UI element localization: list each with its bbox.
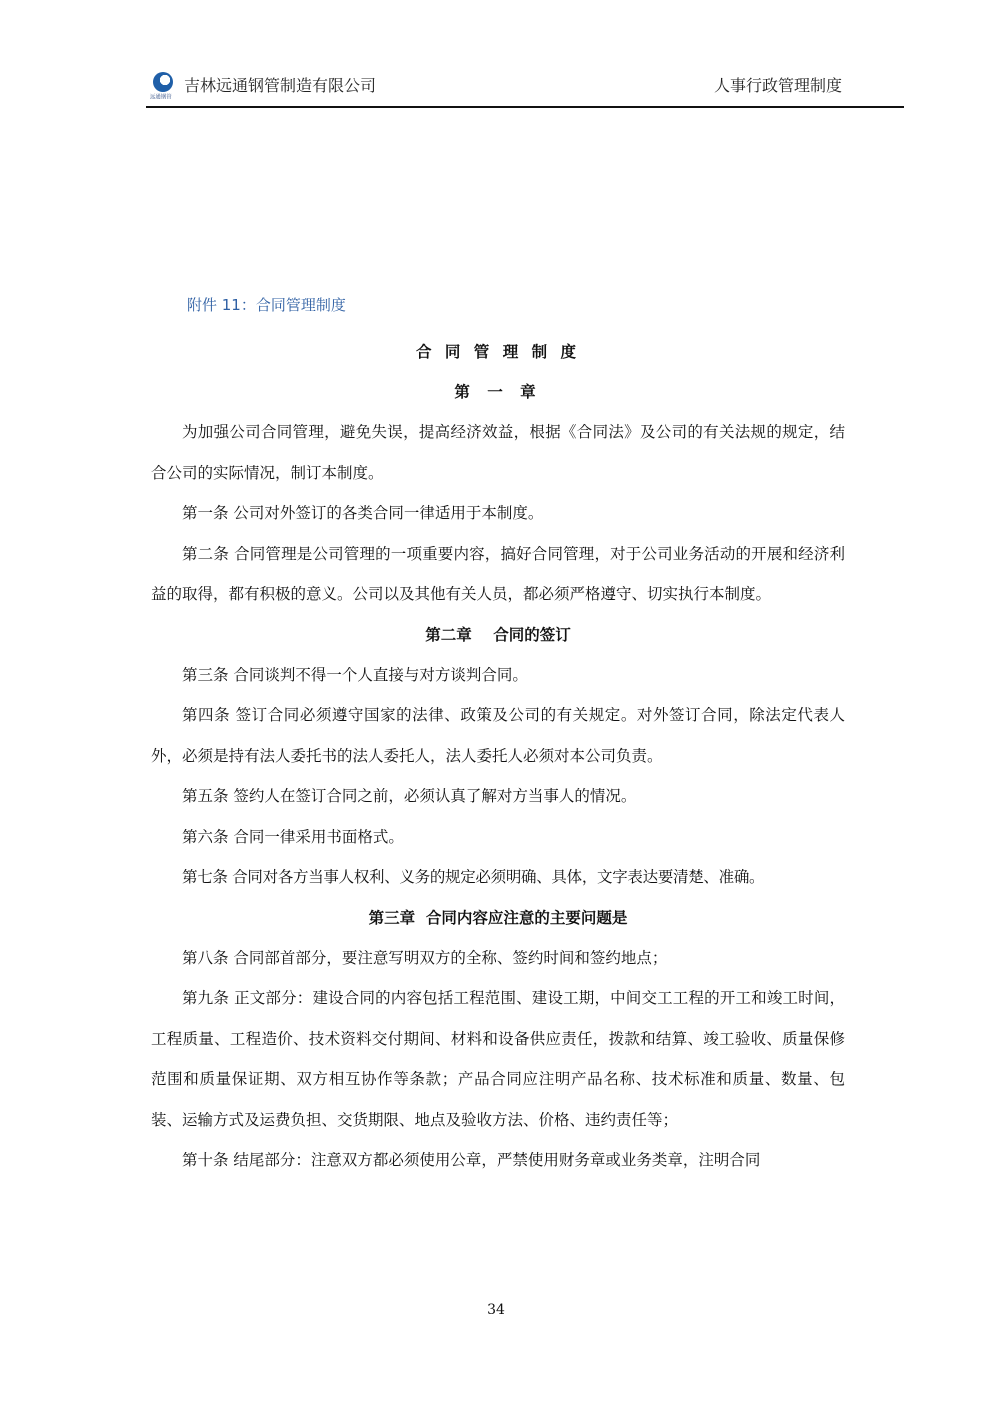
chapter-2-heading: 第二章 合同的签订	[425, 625, 571, 644]
article-3: 第三条 合同谈判不得一个人直接与对方谈判合同。	[182, 665, 528, 684]
attachment-label: 附件 11：合同管理制度	[187, 296, 346, 314]
document-body	[151, 332, 845, 1181]
article-5: 第五条 签约人在签订合同之前，必须认真了解对方当事人的情况。	[182, 787, 637, 805]
article-6: 第六条 合同一律采用书面格式。	[182, 827, 404, 846]
document-title: 人事行政管理制度	[713, 76, 842, 95]
article-9: 第九条 正文部分：建设合同的内容包括工程范围、建设工期，中间交工工程的开工和竣工时间，工程质量、工程造价、技术资料交付期间、材料和设备供应责任，拨款和结算、竣工验收、质量保修范围和质量保证期、双方相互协作等条款；产品合同应注明产品名称、技术标准和质量、数量、包装、运输方式及运费负担、交货期限、地点及验收方法、价格、违约责任等；	[151, 989, 845, 1129]
page-number: 34	[487, 1302, 505, 1318]
regulation-title: 合 同 管 理 制 度	[416, 343, 580, 361]
article-10: 第十条 结尾部分：注意双方都必须使用公章，严禁使用财务章或业务类章，注明合同	[182, 1151, 761, 1169]
chapter-3-heading: 第三章 合同内容应注意的主要问题是	[368, 908, 628, 927]
article-1: 第一条 公司对外签订的各类合同一律适用于本制度。	[182, 504, 544, 522]
company-name: 吉林远通钢管制造有限公司	[184, 76, 377, 95]
logo-icon	[153, 72, 173, 92]
article-7: 第七条 合同对各方当事人权利、义务的规定必须明确、具体，文字表达要清楚、准确。	[182, 868, 765, 886]
page-header	[146, 64, 904, 108]
chapter-1-heading: 第 一 章	[454, 383, 542, 401]
company-logo	[150, 72, 176, 106]
header-divider	[146, 106, 904, 108]
intro-paragraph: 为加强公司合同管理，避免失误，提高经济效益，根据《合同法》及公司的有关法规的规定，结合公司的实际情况，制订本制度。	[151, 423, 845, 482]
article-2: 第二条 合同管理是公司管理的一项重要内容，搞好合同管理，对于公司业务活动的开展和经济利益的取得，都有积极的意义。公司以及其他有关人员，都必须严格遵守、切实执行本制度。	[151, 544, 845, 603]
logo-text: 远通钢管	[150, 94, 172, 101]
article-4: 第四条 签订合同必须遵守国家的法律、政策及公司的有关规定。对外签订合同，除法定代表人外，必须是持有法人委托书的法人委托人，法人委托人必须对本公司负责。	[151, 706, 845, 765]
article-8: 第八条 合同部首部分，要注意写明双方的全称、签约时间和签约地点；	[182, 948, 668, 967]
